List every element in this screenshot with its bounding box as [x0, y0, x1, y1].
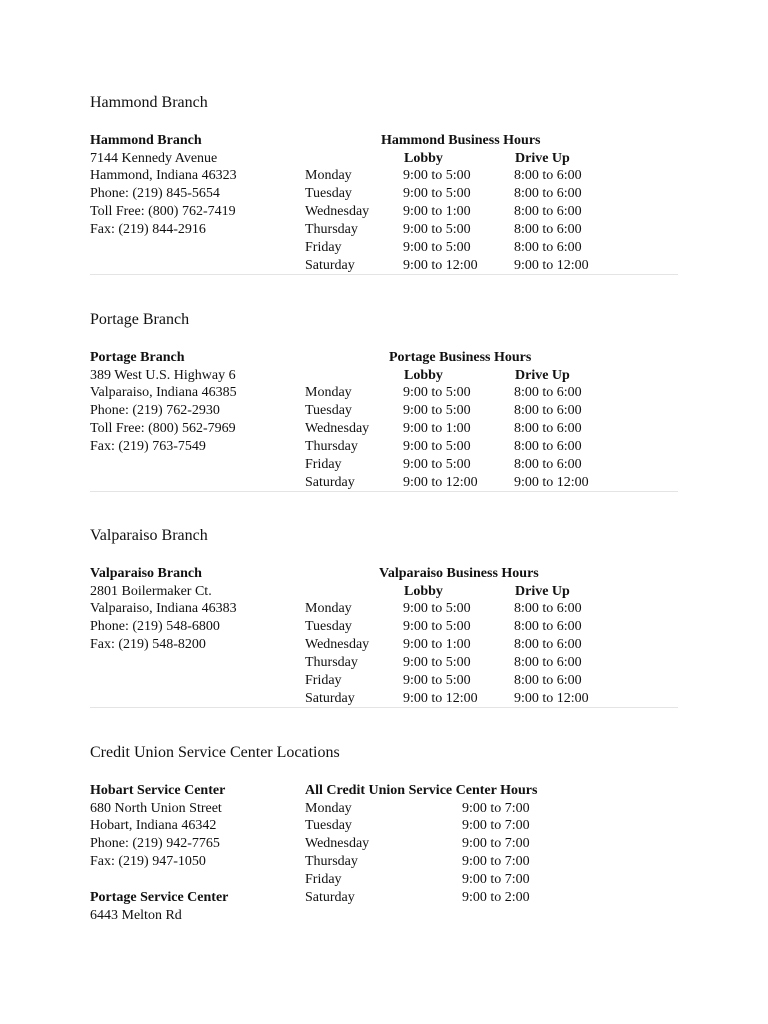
- day-label: Thursday: [305, 655, 358, 670]
- phone-number: Phone: (219) 942-7765: [90, 836, 220, 851]
- branch-name: Portage Branch: [90, 350, 185, 365]
- address-city: Hammond, Indiana 46323: [90, 168, 237, 183]
- day-label: Monday: [305, 168, 352, 183]
- day-label: Monday: [305, 601, 352, 616]
- day-label: Friday: [305, 673, 342, 688]
- lobby-hours: 9:00 to 1:00: [403, 421, 471, 436]
- service-hours: 9:00 to 7:00: [462, 836, 530, 851]
- drive-up-hours: 8:00 to 6:00: [514, 439, 582, 454]
- day-label: Tuesday: [305, 186, 352, 201]
- drive-up-column-header: Drive Up: [515, 368, 570, 383]
- day-label: Wednesday: [305, 421, 370, 436]
- lobby-hours: 9:00 to 5:00: [403, 673, 471, 688]
- phone-number: Phone: (219) 762-2930: [90, 403, 220, 418]
- drive-up-hours: 8:00 to 6:00: [514, 222, 582, 237]
- lobby-column-header: Lobby: [404, 151, 443, 166]
- phone-number: Phone: (219) 548-6800: [90, 619, 220, 634]
- service-hours: 9:00 to 7:00: [462, 818, 530, 833]
- day-label: Monday: [305, 801, 352, 816]
- portage-center-name: Portage Service Center: [90, 890, 229, 905]
- lobby-hours: 9:00 to 12:00: [403, 258, 478, 273]
- address-city: Valparaiso, Indiana 46383: [90, 601, 237, 616]
- day-label: Saturday: [305, 691, 355, 706]
- address-city: Valparaiso, Indiana 46385: [90, 385, 237, 400]
- toll-free-number: Toll Free: (800) 562-7969: [90, 421, 236, 436]
- hours-title: All Credit Union Service Center Hours: [305, 783, 538, 798]
- lobby-hours: 9:00 to 5:00: [403, 240, 471, 255]
- fax-number: Fax: (219) 763-7549: [90, 439, 206, 454]
- day-label: Wednesday: [305, 204, 370, 219]
- drive-up-hours: 8:00 to 6:00: [514, 601, 582, 616]
- drive-up-hours: 8:00 to 6:00: [514, 673, 582, 688]
- section-title: Hammond Branch: [90, 94, 208, 111]
- branch-name: Hammond Branch: [90, 133, 202, 148]
- fax-number: Fax: (219) 947-1050: [90, 854, 206, 869]
- toll-free-number: Toll Free: (800) 762-7419: [90, 204, 236, 219]
- drive-up-hours: 8:00 to 6:00: [514, 240, 582, 255]
- section-title: Valparaiso Branch: [90, 527, 208, 544]
- lobby-hours: 9:00 to 5:00: [403, 385, 471, 400]
- day-label: Tuesday: [305, 818, 352, 833]
- address-street: 389 West U.S. Highway 6: [90, 368, 236, 383]
- portage-branch-section: [90, 311, 678, 493]
- hours-title: Valparaiso Business Hours: [379, 566, 539, 581]
- lobby-hours: 9:00 to 1:00: [403, 637, 471, 652]
- lobby-hours: 9:00 to 5:00: [403, 439, 471, 454]
- drive-up-hours: 8:00 to 6:00: [514, 619, 582, 634]
- section-divider: [90, 274, 678, 275]
- hours-title: Portage Business Hours: [389, 350, 532, 365]
- phone-number: Phone: (219) 845-5654: [90, 186, 220, 201]
- section-divider: [90, 707, 678, 708]
- lobby-hours: 9:00 to 5:00: [403, 403, 471, 418]
- lobby-hours: 9:00 to 5:00: [403, 186, 471, 201]
- lobby-column-header: Lobby: [404, 368, 443, 383]
- drive-up-hours: 8:00 to 6:00: [514, 204, 582, 219]
- lobby-hours: 9:00 to 5:00: [403, 168, 471, 183]
- address-street: 2801 Boilermaker Ct.: [90, 584, 212, 599]
- drive-up-hours: 8:00 to 6:00: [514, 655, 582, 670]
- lobby-hours: 9:00 to 5:00: [403, 222, 471, 237]
- fax-number: Fax: (219) 844-2916: [90, 222, 206, 237]
- hammond-branch-section: [90, 94, 678, 276]
- address-city: Hobart, Indiana 46342: [90, 818, 217, 833]
- address-street: 680 North Union Street: [90, 801, 222, 816]
- lobby-hours: 9:00 to 5:00: [403, 619, 471, 634]
- day-label: Wednesday: [305, 836, 370, 851]
- lobby-hours: 9:00 to 1:00: [403, 204, 471, 219]
- day-label: Saturday: [305, 258, 355, 273]
- lobby-hours: 9:00 to 5:00: [403, 655, 471, 670]
- service-centers-section: [90, 744, 678, 934]
- address-street: 6443 Melton Rd: [90, 908, 182, 923]
- drive-up-hours: 8:00 to 6:00: [514, 186, 582, 201]
- drive-up-column-header: Drive Up: [515, 151, 570, 166]
- day-label: Saturday: [305, 890, 355, 905]
- drive-up-hours: 8:00 to 6:00: [514, 637, 582, 652]
- branch-name: Valparaiso Branch: [90, 566, 202, 581]
- service-hours: 9:00 to 7:00: [462, 801, 530, 816]
- service-hours: 9:00 to 7:00: [462, 872, 530, 887]
- section-title: Portage Branch: [90, 311, 190, 328]
- service-hours: 9:00 to 7:00: [462, 854, 530, 869]
- day-label: Thursday: [305, 439, 358, 454]
- day-label: Thursday: [305, 854, 358, 869]
- day-label: Tuesday: [305, 619, 352, 634]
- day-label: Wednesday: [305, 637, 370, 652]
- drive-up-hours: 9:00 to 12:00: [514, 258, 589, 273]
- day-label: Tuesday: [305, 403, 352, 418]
- drive-up-hours: 8:00 to 6:00: [514, 421, 582, 436]
- drive-up-hours: 8:00 to 6:00: [514, 168, 582, 183]
- section-title: Credit Union Service Center Locations: [90, 744, 340, 761]
- drive-up-hours: 9:00 to 12:00: [514, 475, 589, 490]
- day-label: Monday: [305, 385, 352, 400]
- address-street: 7144 Kennedy Avenue: [90, 151, 218, 166]
- lobby-hours: 9:00 to 12:00: [403, 475, 478, 490]
- section-divider: [90, 491, 678, 492]
- drive-up-hours: 8:00 to 6:00: [514, 457, 582, 472]
- day-label: Friday: [305, 240, 342, 255]
- hobart-center-name: Hobart Service Center: [90, 783, 226, 798]
- lobby-column-header: Lobby: [404, 584, 443, 599]
- drive-up-hours: 9:00 to 12:00: [514, 691, 589, 706]
- drive-up-column-header: Drive Up: [515, 584, 570, 599]
- lobby-hours: 9:00 to 12:00: [403, 691, 478, 706]
- day-label: Friday: [305, 872, 342, 887]
- day-label: Friday: [305, 457, 342, 472]
- hours-title: Hammond Business Hours: [381, 133, 541, 148]
- service-hours: 9:00 to 2:00: [462, 890, 530, 905]
- drive-up-hours: 8:00 to 6:00: [514, 403, 582, 418]
- day-label: Saturday: [305, 475, 355, 490]
- lobby-hours: 9:00 to 5:00: [403, 601, 471, 616]
- day-label: Thursday: [305, 222, 358, 237]
- valparaiso-branch-section: [90, 527, 678, 709]
- lobby-hours: 9:00 to 5:00: [403, 457, 471, 472]
- fax-number: Fax: (219) 548-8200: [90, 637, 206, 652]
- drive-up-hours: 8:00 to 6:00: [514, 385, 582, 400]
